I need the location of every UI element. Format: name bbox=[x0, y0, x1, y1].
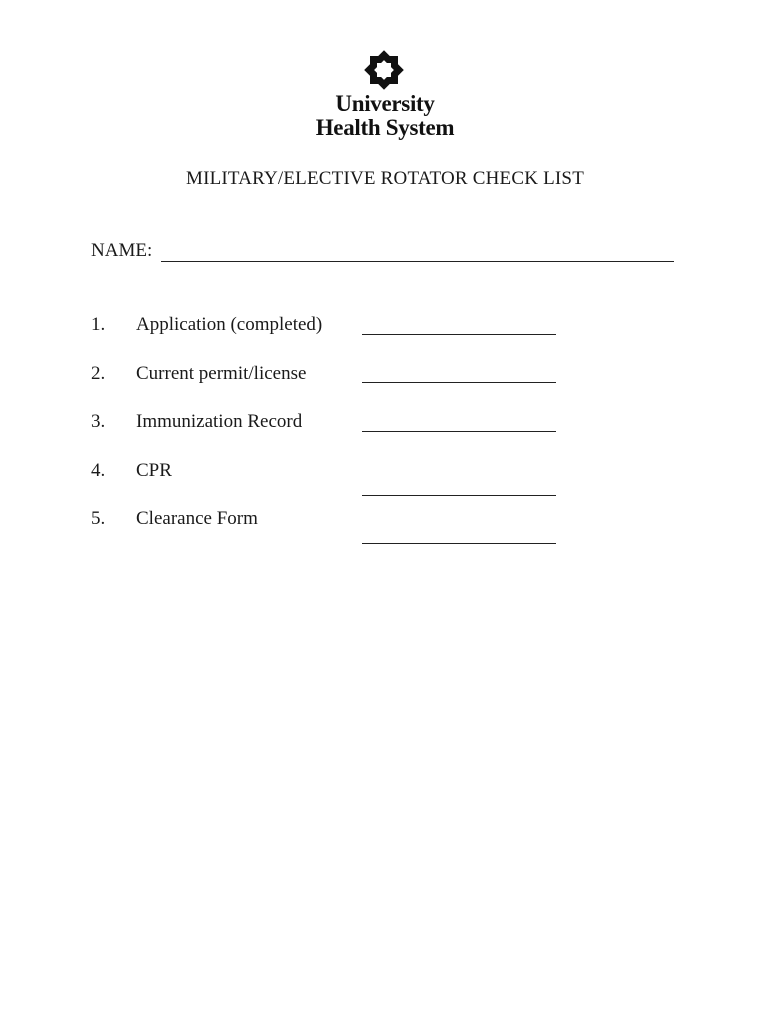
item-number: 3. bbox=[91, 411, 106, 432]
name-label: NAME: bbox=[91, 240, 153, 261]
checklist-item-immunization bbox=[91, 411, 571, 437]
item-label: Application (completed) bbox=[136, 314, 323, 335]
logo-line-university: University bbox=[335, 91, 435, 116]
name-field-row bbox=[91, 240, 681, 266]
item-fill-in-line[interactable] bbox=[362, 431, 556, 432]
checklist-item-cpr bbox=[91, 460, 571, 486]
item-number: 1. bbox=[91, 314, 106, 335]
page-title: MILITARY/ELECTIVE ROTATOR CHECK LIST bbox=[185, 168, 585, 189]
item-label: CPR bbox=[136, 460, 172, 481]
checklist-item-clearance-form bbox=[91, 508, 571, 534]
item-fill-in-line[interactable] bbox=[362, 543, 556, 544]
item-number: 2. bbox=[91, 363, 106, 384]
eight-point-star-icon bbox=[358, 44, 410, 96]
logo-line-health-system: Health System bbox=[315, 115, 455, 140]
item-number: 4. bbox=[91, 460, 106, 481]
item-number: 5. bbox=[91, 508, 106, 529]
name-fill-in-line[interactable] bbox=[161, 261, 674, 262]
logo-wordmark bbox=[300, 92, 470, 140]
checklist-item-permit-license bbox=[91, 363, 571, 389]
item-label: Immunization Record bbox=[136, 411, 303, 432]
checklist-item-application bbox=[91, 314, 571, 340]
item-label: Current permit/license bbox=[136, 363, 307, 384]
university-health-system-logo bbox=[300, 42, 470, 142]
item-fill-in-line[interactable] bbox=[362, 382, 556, 383]
item-fill-in-line[interactable] bbox=[362, 334, 556, 335]
item-fill-in-line[interactable] bbox=[362, 495, 556, 496]
item-label: Clearance Form bbox=[136, 508, 258, 529]
